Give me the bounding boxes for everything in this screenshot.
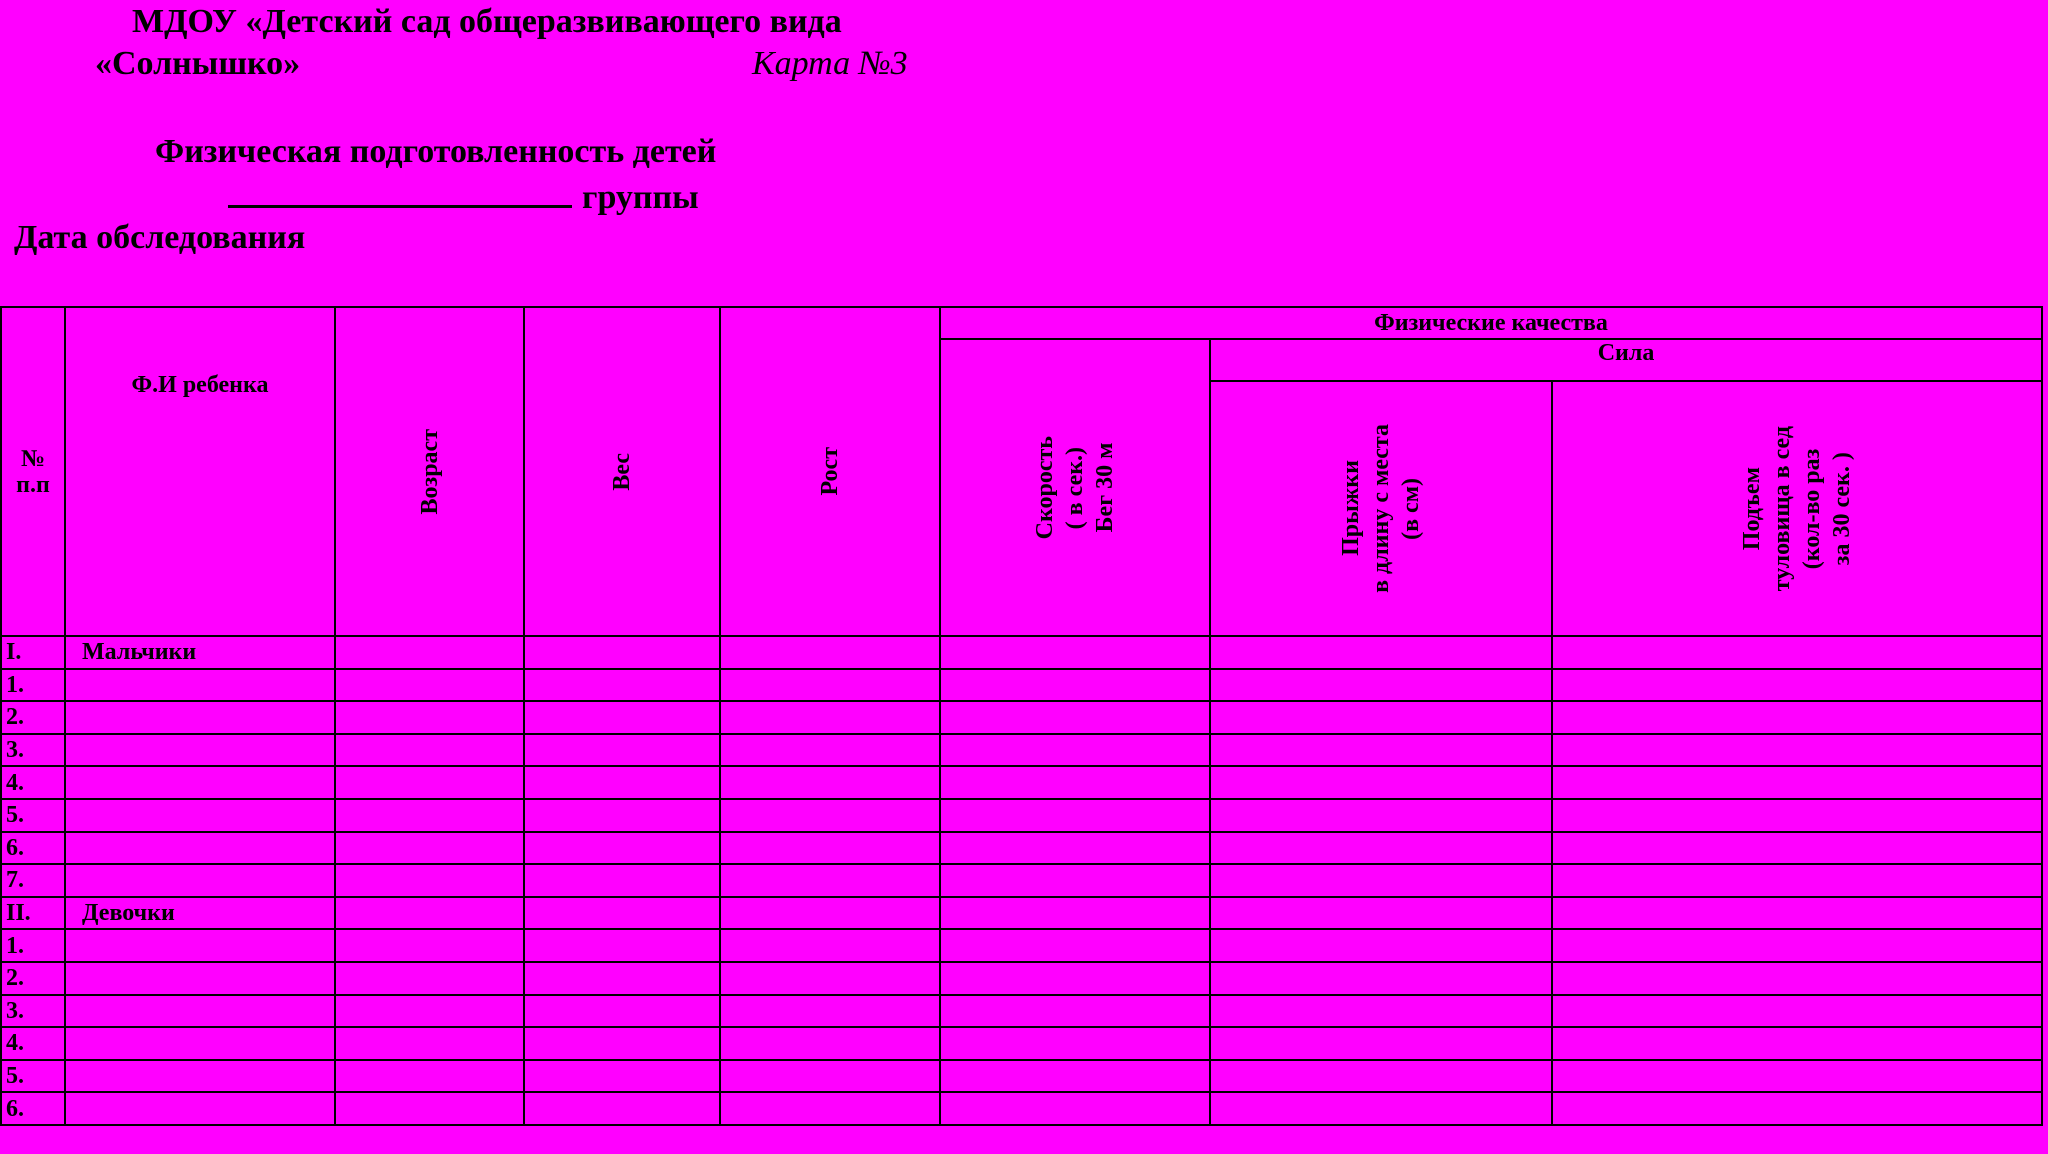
table-cell[interactable] [524,734,720,767]
table-cell[interactable] [1210,832,1552,865]
row-number: 4. [1,1027,65,1060]
table-cell[interactable] [65,669,335,702]
table-cell[interactable] [720,1060,940,1093]
table-cell[interactable] [65,1027,335,1060]
row-number: 5. [1,1060,65,1093]
group-label: группы [582,179,699,216]
row-number: 7. [1,864,65,897]
table-cell[interactable] [940,734,1210,767]
col-situps-header: Подъем туловища в сед (кол-во раз за 30 сек. ) [1552,381,2042,636]
table-cell[interactable] [1210,1027,1552,1060]
table-row [1,701,2042,734]
table-cell[interactable] [720,962,940,995]
row-number: 1. [1,669,65,702]
table-cell[interactable] [1210,929,1552,962]
table-cell[interactable] [940,929,1210,962]
table-cell[interactable] [1552,995,2042,1028]
table-cell[interactable] [65,962,335,995]
table-cell[interactable] [1210,995,1552,1028]
col-weight-header: Вес [524,307,720,636]
table-cell[interactable] [1552,1060,2042,1093]
group-line [228,175,699,218]
section-number: I. [1,636,65,669]
table-cell[interactable] [524,995,720,1028]
table-cell[interactable] [1552,832,2042,865]
row-number: 2. [1,701,65,734]
table-cell[interactable] [335,1027,524,1060]
table-cell[interactable] [524,962,720,995]
table-cell[interactable] [1552,734,2042,767]
table-cell[interactable] [1552,701,2042,734]
table-cell[interactable] [720,1092,940,1125]
table-row [1,669,2042,702]
table-cell[interactable] [940,669,1210,702]
table-cell[interactable] [940,962,1210,995]
col-number-header: № п.п [1,307,65,636]
table-cell[interactable] [65,799,335,832]
table-cell[interactable] [65,766,335,799]
org-name-line1: МДОУ «Детский сад общеразвивающего вида [132,3,842,40]
table-cell[interactable] [1552,669,2042,702]
table-cell [335,636,524,669]
table-cell [1210,636,1552,669]
row-number: 6. [1,832,65,865]
table-cell[interactable] [335,1060,524,1093]
table-cell[interactable] [940,799,1210,832]
physical-qualities-header: Физические качества [940,307,2042,339]
table-cell[interactable] [720,1027,940,1060]
table-cell[interactable] [335,701,524,734]
table-cell[interactable] [335,1092,524,1125]
table-cell[interactable] [65,1092,335,1125]
strength-header: Сила [1210,339,2042,381]
table-cell[interactable] [335,995,524,1028]
table-cell[interactable] [720,734,940,767]
table-cell[interactable] [1210,962,1552,995]
table-cell[interactable] [1210,701,1552,734]
table-row [1,995,2042,1028]
table-row [1,766,2042,799]
table-cell[interactable] [524,832,720,865]
table-row [1,962,2042,995]
row-number: 5. [1,799,65,832]
table-cell [335,897,524,930]
table-cell[interactable] [524,799,720,832]
section-row [1,636,2042,669]
table-cell[interactable] [335,864,524,897]
table-row [1,1092,2042,1125]
table-cell[interactable] [720,799,940,832]
table-cell[interactable] [524,1060,720,1093]
table-cell[interactable] [335,766,524,799]
table-cell[interactable] [1552,1092,2042,1125]
table-cell[interactable] [1210,864,1552,897]
table-cell[interactable] [524,929,720,962]
table-cell[interactable] [1210,669,1552,702]
section-number: II. [1,897,65,930]
table-cell [1552,897,2042,930]
table-row [1,929,2042,962]
col-age-header: Возраст [335,307,524,636]
row-number: 3. [1,995,65,1028]
table-cell[interactable] [65,734,335,767]
table-cell [940,897,1210,930]
row-number: 4. [1,766,65,799]
table-cell[interactable] [940,1092,1210,1125]
col-long-jump-header: Прыжки в длину с места (в см) [1210,381,1552,636]
table-cell[interactable] [720,929,940,962]
table-cell [720,897,940,930]
table-cell[interactable] [940,766,1210,799]
table-row [1,864,2042,897]
row-number: 6. [1,1092,65,1125]
table-cell[interactable] [65,832,335,865]
table-cell[interactable] [1210,1092,1552,1125]
table-cell[interactable] [940,1060,1210,1093]
table-cell [940,636,1210,669]
table-cell [1210,897,1552,930]
col-speed-header: Скорость ( в сек.) Бег 30 м [940,339,1210,636]
row-number: 3. [1,734,65,767]
table-cell[interactable] [335,669,524,702]
table-cell[interactable] [65,995,335,1028]
table-cell[interactable] [335,929,524,962]
table-cell[interactable] [1210,1060,1552,1093]
table-cell[interactable] [335,799,524,832]
section-label: Мальчики [65,636,335,669]
table-cell[interactable] [524,864,720,897]
table-cell[interactable] [65,864,335,897]
table-row [1,734,2042,767]
table-cell[interactable] [940,995,1210,1028]
table-cell[interactable] [524,1027,720,1060]
section-label: Девочки [65,897,335,930]
section-row [1,897,2042,930]
table-cell[interactable] [335,832,524,865]
table-cell[interactable] [940,1027,1210,1060]
physical-fitness-table [0,306,2043,1126]
table-cell[interactable] [1552,962,2042,995]
table-cell[interactable] [940,864,1210,897]
table-cell[interactable] [940,701,1210,734]
card-number: Карта №3 [752,45,908,82]
col-height-header: Рост [720,307,940,636]
table-cell[interactable] [1552,864,2042,897]
table-cell[interactable] [720,669,940,702]
table-cell[interactable] [1552,929,2042,962]
table-cell[interactable] [720,832,940,865]
exam-date-label: Дата обследования [14,219,306,256]
col-child-name-header: Ф.И ребенка [65,307,335,636]
table-cell[interactable] [335,734,524,767]
document-title: Физическая подготовленность детей [155,133,717,170]
table-cell[interactable] [524,1092,720,1125]
table-cell [1552,636,2042,669]
table-cell[interactable] [1552,1027,2042,1060]
table-cell[interactable] [524,766,720,799]
table-cell[interactable] [65,701,335,734]
table-cell[interactable] [1210,766,1552,799]
table-cell[interactable] [335,962,524,995]
table-cell [524,897,720,930]
table-row [1,1060,2042,1093]
table-row [1,799,2042,832]
table-cell [524,636,720,669]
row-number: 2. [1,962,65,995]
table-cell[interactable] [65,1060,335,1093]
table-cell[interactable] [720,766,940,799]
table-cell[interactable] [720,864,940,897]
table-cell[interactable] [65,929,335,962]
table-cell[interactable] [1210,799,1552,832]
table-cell[interactable] [720,701,940,734]
table-row [1,832,2042,865]
table-row [1,1027,2042,1060]
table-cell[interactable] [1552,799,2042,832]
table-cell[interactable] [524,669,720,702]
row-number: 1. [1,929,65,962]
table-cell[interactable] [524,701,720,734]
table-cell[interactable] [1552,766,2042,799]
table-cell [720,636,940,669]
table-cell[interactable] [1210,734,1552,767]
org-name-line2: «Солнышко» [95,45,301,82]
table-cell[interactable] [940,832,1210,865]
group-blank-field [228,175,572,208]
table-cell[interactable] [720,995,940,1028]
